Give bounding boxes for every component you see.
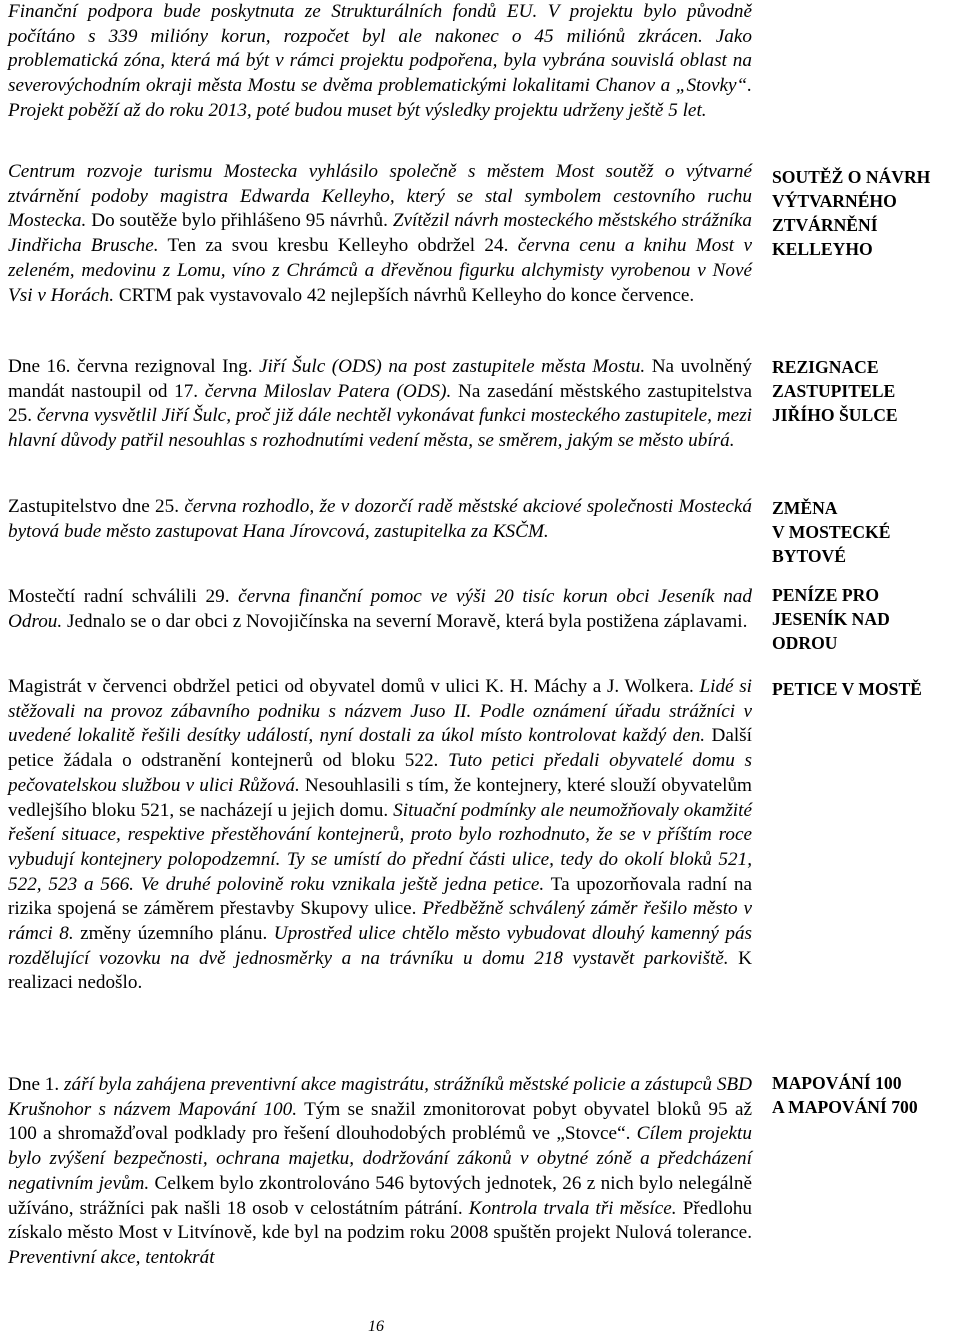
side-heading-petice: PETICE V MOSTĚ [772, 679, 922, 699]
text-segment: června cenu a knihu Most v zeleném, medovinu z Lomu, víno z Chrámců a dřevěnou figurku alchymisty vyrobenou v Nové Vsi v Horách. [8, 235, 752, 306]
paragraph-mapovani [8, 1073, 752, 1271]
text-segment: Lidé si stěžovali na provoz zábavního podniku s názvem Juso II. Podle oznámení úřadu strážníci v uvedené lokalitě řešili desítky událostí, nyní dostali za úkol místo kontrolovat každý den. [8, 676, 752, 747]
text-segment: Ten za svou kresbu Kelleyho obdržel 24. [158, 235, 509, 257]
paragraph-petitions [8, 675, 752, 996]
text-segment: června Miloslav Patera (ODS). [198, 380, 452, 402]
text-segment: Cílem projektu bylo zvýšení bezpečnosti, ochrana majetku, dodržování zákonů v obytné zóně a předcházení negativním jevům. [8, 1123, 752, 1194]
text-segment: Jednalo se o dar obci z Novojičínska na severní Moravě, která byla postižena záplavami. [62, 610, 748, 632]
paragraph-jesenik-aid [8, 585, 752, 634]
text-segment: Zvítězil návrh mosteckého městského strážníka Jindřicha Brusche. [8, 210, 752, 257]
text-segment: Ta upozorňovala radní na rizika spojená se záměrem přestavby Skupovy ulice. [8, 873, 752, 920]
text-segment: září byla zahájena preventivní akce magistrátu, strážníků městské policie a zástupců SBD Krušnohor s názvem Mapování 100. [8, 1074, 752, 1120]
text-segment: Finanční podpora bude poskytnuta ze Strukturálních fondů EU. V projektu bylo původně počítáno s 339 milióny korun, rozpočet byl ale nakonec o 45 miliónů zkrácen. Jako problematická zóna, která má být v rámci projektu podpořena, byla vybrána souvislá oblast na severovýchodním okraji města Mostu se dvěma problematickými lokalitami Chanov a „Stovky“. Projekt poběží až do roku 2013, poté budou muset být výsledky projektu udrženy ještě 5 let. [8, 1, 752, 121]
text-segment: Další petice žádala o odstranění kontejnerů od bloku 522. [8, 725, 752, 772]
text-segment: Magistrát v červenci obdržel petici od obyvatel domů v ulici K. H. Máchy a J. Wolkera. [8, 676, 694, 697]
text-segment: Mostečtí radní schválili 29. [8, 586, 230, 607]
text-segment: Jiří Šulc (ODS) na post zastupitele města Mostu. [252, 356, 646, 377]
paragraph-kelley-contest [8, 160, 752, 308]
text-segment: Tuto petici předali obyvatelé domu s pečovatelskou službou v ulici Růžová. [8, 750, 752, 796]
text-segment: Na uvolněný mandát nastoupil od 17. [8, 356, 752, 402]
text-segment: Tým se snažil zmonitorovat pobyt obyvatel bloků 95 až 100 a shromažďoval podklady pro řešení dlouhodobých problémů ve „Stovce“. [8, 1098, 753, 1145]
text-segment: Kontrola trvala tři měsíce. [462, 1197, 677, 1219]
paragraph-funding [8, 0, 752, 124]
text-segment: června vysvětlil Jiří Šulc, proč již dále nechtěl vykonávat funkci mosteckého zastupitele, mezi hlavní důvody patřil nesouhlas s rozhodnutími vedení města, se směrem, jakým se město ubírá. [8, 405, 752, 452]
text-segment: CRTM pak vystavovalo 42 nejlepších návrhů Kelleyho do konce července. [114, 284, 695, 306]
text-segment: Předlohu získalo město Most v Litvínově, kde byl na podzim roku 2008 spuštěn projekt Nulová tolerance. [8, 1197, 752, 1244]
text-segment: Do soutěže bylo přihlášeno 95 návrhů. [86, 210, 388, 232]
text-segment: Dne 1. [8, 1074, 60, 1095]
text-segment: Centrum rozvoje turismu Mostecka vyhlásilo společně s městem Most soutěž o výtvarné ztvárnění podoby magistra Edwarda Kelleyho, který se stal symbolem cestovního ruchu Mostecka. [8, 161, 752, 232]
text-segment: Situační podmínky ale neumožňovaly okamžité řešení situace, respektive přestěhování kontejnerů, proto bylo rozhodnuto, že se v příštím roce vybudují kontejnery polopodzemní. Ty se umístí do přední části ulice, tedy do okolí bloků 521, 522, 523 a 566. Ve druhé polovině roku vznikala ještě jedna petice. [8, 799, 752, 895]
side-heading-kelley-contest: SOUTĚŽ O NÁVRH VÝTVARNÉHO ZTVÁRNĚNÍ KELLEYHO [772, 167, 931, 259]
page-number: 16 [368, 1318, 384, 1335]
side-heading-mapovani: MAPOVÁNÍ 100 A MAPOVÁNÍ 700 [772, 1073, 918, 1117]
text-segment: Zastupitelstvo dne 25. [8, 496, 180, 517]
text-segment: června finanční pomoc ve výši 20 tisíc korun obci Jeseník nad Odrou. [8, 586, 752, 632]
text-segment: Dne 16. června rezignoval Ing. [8, 356, 253, 377]
side-heading-jesenik: PENÍZE PRO JESENÍK NAD ODROU [772, 585, 890, 653]
text-segment: Celkem bylo zkontrolováno 546 bytových jednotek, 26 z nich bylo nelegálně užíváno, strážníci pak našli 18 osob v celostátním pátrání. [8, 1172, 752, 1219]
text-segment: Preventivní akce, tentokrát [8, 1246, 215, 1268]
text-segment: června rozhodlo, že v dozorčí radě městské akciové společnosti Mostecká bytová bude město zastupovat Hana Jírovcová, zastupitelka za KSČM. [8, 496, 752, 542]
text-segment: Předběžně schválený záměr řešilo město v rámci 8. [8, 898, 752, 945]
side-heading-mostecka-bytova: ZMĚNA V MOSTECKÉ BYTOVÉ [772, 498, 891, 566]
paragraph-mostecka-bytova [8, 495, 752, 544]
text-segment: Nesouhlasili s tím, že kontejnery, které slouží obyvatelům vedlejšího bloku 521, se nacházejí u jejich domu. [8, 774, 752, 821]
side-heading-sulc-resignation: REZIGNACE ZASTUPITELE JIŘÍHO ŠULCE [772, 357, 898, 425]
paragraph-sulc-resignation [8, 355, 752, 454]
text-segment: změny územního plánu. [73, 923, 268, 945]
text-segment: Na zasedání městského zastupitelstva 25. [8, 380, 752, 427]
text-segment: Uprostřed ulice chtělo město vybudovat dlouhý kamenný pás rozdělující vozovku na dvě jednosměrky a na trávníku u domu 218 vystavět parkoviště. [8, 923, 753, 969]
text-segment: K realizaci nedošlo. [8, 947, 753, 994]
